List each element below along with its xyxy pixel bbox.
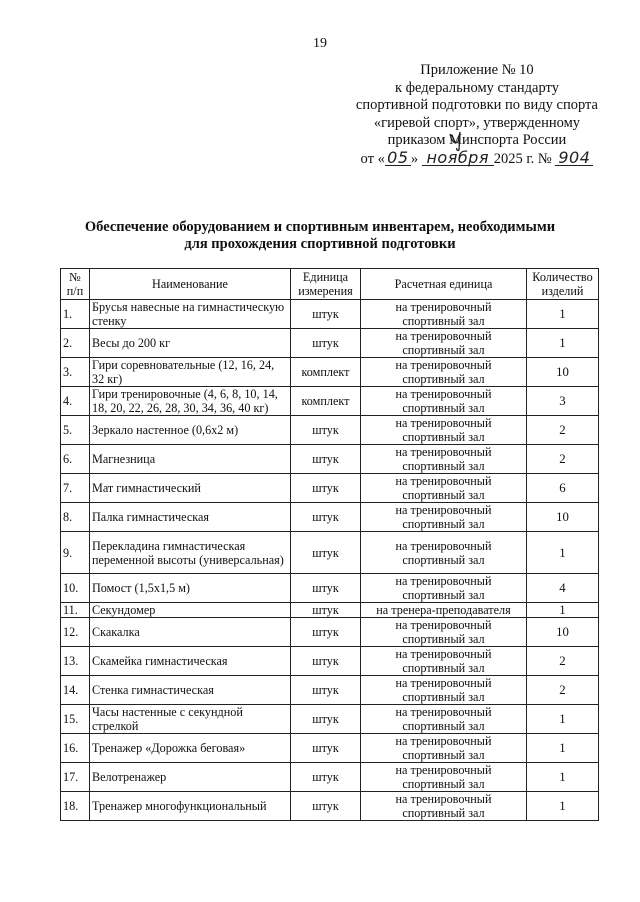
- table-row: [61, 329, 599, 358]
- appendix-line-4: «гиревой спорт», утвержденному: [373, 114, 581, 131]
- row-number: 3.: [61, 358, 90, 387]
- document-title: [0, 219, 640, 253]
- item-calc-unit: на тренера-преподавателя: [361, 603, 527, 618]
- title-line-1: Обеспечение оборудованием и спортивным инвентарем, необходимыми: [84, 219, 556, 235]
- header-name: Наименование: [90, 269, 291, 300]
- header-unit: Единица измерения: [291, 269, 361, 300]
- header-quantity: Количество изделий: [527, 269, 599, 300]
- date-mid: »: [410, 150, 419, 167]
- item-quantity: 6: [527, 474, 599, 503]
- item-name: Весы до 200 кг: [90, 329, 291, 358]
- row-number: 1.: [61, 300, 90, 329]
- item-calc-unit: на тренировочный спортивный зал: [361, 574, 527, 603]
- item-unit: штук: [291, 647, 361, 676]
- table-row: [61, 676, 599, 705]
- row-number: 4.: [61, 387, 90, 416]
- date-day-handwritten: 05: [385, 150, 411, 166]
- row-number: 11.: [61, 603, 90, 618]
- date-month-handwritten: ноября: [422, 150, 494, 166]
- item-quantity: 2: [527, 416, 599, 445]
- item-name: Гири тренировочные (4, 6, 8, 10, 14, 18, 20, 22, 26, 28, 30, 34, 36, 40 кг): [90, 387, 291, 416]
- table-row: [61, 300, 599, 329]
- table-row: [61, 532, 599, 574]
- item-name: Часы настенные с секундной стрелкой: [90, 705, 291, 734]
- item-name: Магнезница: [90, 445, 291, 474]
- table-row: [61, 416, 599, 445]
- table-row: [61, 358, 599, 387]
- signature-squiggle: [448, 130, 468, 152]
- item-calc-unit: на тренировочный спортивный зал: [361, 474, 527, 503]
- item-calc-unit: на тренировочный спортивный зал: [361, 705, 527, 734]
- row-number: 17.: [61, 763, 90, 792]
- row-number: 18.: [61, 792, 90, 821]
- date-prefix: от «: [360, 150, 385, 167]
- row-number: 14.: [61, 676, 90, 705]
- table-row: [61, 474, 599, 503]
- title-line-2: для прохождения спортивной подготовки: [184, 236, 456, 252]
- header-calc-unit: Расчетная единица: [361, 269, 527, 300]
- item-name: Скамейка гимнастическая: [90, 647, 291, 676]
- item-name: Тренажер многофункциональный: [90, 792, 291, 821]
- item-name: Перекладина гимнастическая переменной высоты (универсальная): [90, 532, 291, 574]
- item-name: Гири соревновательные (12, 16, 24, 32 кг): [90, 358, 291, 387]
- item-calc-unit: на тренировочный спортивный зал: [361, 300, 527, 329]
- item-quantity: 1: [527, 329, 599, 358]
- item-quantity: 2: [527, 647, 599, 676]
- item-unit: штук: [291, 734, 361, 763]
- row-number: 16.: [61, 734, 90, 763]
- order-date-line: [356, 147, 598, 169]
- table-row: [61, 618, 599, 647]
- appendix-line-3: спортивной подготовки по виду спорта: [355, 97, 598, 114]
- table-row: [61, 603, 599, 618]
- item-name: Мат гимнастический: [90, 474, 291, 503]
- table-row: [61, 445, 599, 474]
- item-unit: штук: [291, 603, 361, 618]
- row-number: 6.: [61, 445, 90, 474]
- item-quantity: 3: [527, 387, 599, 416]
- item-quantity: 1: [527, 763, 599, 792]
- item-unit: штук: [291, 503, 361, 532]
- item-quantity: 10: [527, 503, 599, 532]
- item-quantity: 1: [527, 734, 599, 763]
- item-calc-unit: на тренировочный спортивный зал: [361, 676, 527, 705]
- row-number: 5.: [61, 416, 90, 445]
- item-name: Секундомер: [90, 603, 291, 618]
- item-name: Палка гимнастическая: [90, 503, 291, 532]
- item-calc-unit: на тренировочный спортивный зал: [361, 618, 527, 647]
- item-name: Скакалка: [90, 618, 291, 647]
- appendix-line-2: к федеральному стандарту: [394, 79, 559, 96]
- table-row: [61, 503, 599, 532]
- item-unit: штук: [291, 532, 361, 574]
- row-number: 15.: [61, 705, 90, 734]
- item-unit: комплект: [291, 358, 361, 387]
- row-number: 7.: [61, 474, 90, 503]
- appendix-line-1: Приложение № 10: [420, 62, 534, 78]
- item-name: Помост (1,5х1,5 м): [90, 574, 291, 603]
- item-calc-unit: на тренировочный спортивный зал: [361, 503, 527, 532]
- date-year-and-number-label: 2025 г. №: [493, 150, 552, 167]
- item-calc-unit: на тренировочный спортивный зал: [361, 734, 527, 763]
- item-name: Зеркало настенное (0,6х2 м): [90, 416, 291, 445]
- item-quantity: 1: [527, 705, 599, 734]
- item-calc-unit: на тренировочный спортивный зал: [361, 792, 527, 821]
- item-unit: штук: [291, 329, 361, 358]
- item-unit: штук: [291, 676, 361, 705]
- item-calc-unit: на тренировочный спортивный зал: [361, 358, 527, 387]
- appendix-line-5: приказом Минспорта России: [387, 132, 567, 149]
- order-number-handwritten: 904: [555, 150, 593, 166]
- item-quantity: 10: [527, 358, 599, 387]
- item-unit: штук: [291, 705, 361, 734]
- item-name: Тренажер «Дорожка беговая»: [90, 734, 291, 763]
- item-quantity: 4: [527, 574, 599, 603]
- table-row: [61, 574, 599, 603]
- row-number: 9.: [61, 532, 90, 574]
- item-quantity: 2: [527, 445, 599, 474]
- item-calc-unit: на тренировочный спортивный зал: [361, 532, 527, 574]
- item-quantity: 1: [527, 603, 599, 618]
- item-quantity: 10: [527, 618, 599, 647]
- item-quantity: 1: [527, 792, 599, 821]
- table-row: [61, 763, 599, 792]
- item-unit: штук: [291, 574, 361, 603]
- row-number: 2.: [61, 329, 90, 358]
- row-number: 12.: [61, 618, 90, 647]
- item-name: Стенка гимнастическая: [90, 676, 291, 705]
- item-calc-unit: на тренировочный спортивный зал: [361, 445, 527, 474]
- row-number: 13.: [61, 647, 90, 676]
- item-unit: штук: [291, 474, 361, 503]
- item-unit: штук: [291, 763, 361, 792]
- item-calc-unit: на тренировочный спортивный зал: [361, 647, 527, 676]
- item-unit: комплект: [291, 387, 361, 416]
- row-number: 10.: [61, 574, 90, 603]
- item-unit: штук: [291, 416, 361, 445]
- appendix-header: [356, 62, 598, 169]
- table-row: [61, 705, 599, 734]
- item-unit: штук: [291, 300, 361, 329]
- table-row: [61, 647, 599, 676]
- row-number: 8.: [61, 503, 90, 532]
- table-header-row: [61, 269, 599, 300]
- item-quantity: 1: [527, 532, 599, 574]
- item-calc-unit: на тренировочный спортивный зал: [361, 387, 527, 416]
- page-number: 19: [313, 36, 327, 51]
- item-calc-unit: на тренировочный спортивный зал: [361, 416, 527, 445]
- equipment-table: [60, 268, 599, 821]
- item-unit: штук: [291, 445, 361, 474]
- header-number: № п/п: [61, 269, 90, 300]
- signature-mark: [448, 130, 468, 156]
- item-quantity: 1: [527, 300, 599, 329]
- item-name: Брусья навесные на гимнастическую стенку: [90, 300, 291, 329]
- item-unit: штук: [291, 792, 361, 821]
- item-name: Велотренажер: [90, 763, 291, 792]
- item-quantity: 2: [527, 676, 599, 705]
- item-unit: штук: [291, 618, 361, 647]
- item-calc-unit: на тренировочный спортивный зал: [361, 763, 527, 792]
- table-row: [61, 792, 599, 821]
- table-row: [61, 734, 599, 763]
- item-calc-unit: на тренировочный спортивный зал: [361, 329, 527, 358]
- table-row: [61, 387, 599, 416]
